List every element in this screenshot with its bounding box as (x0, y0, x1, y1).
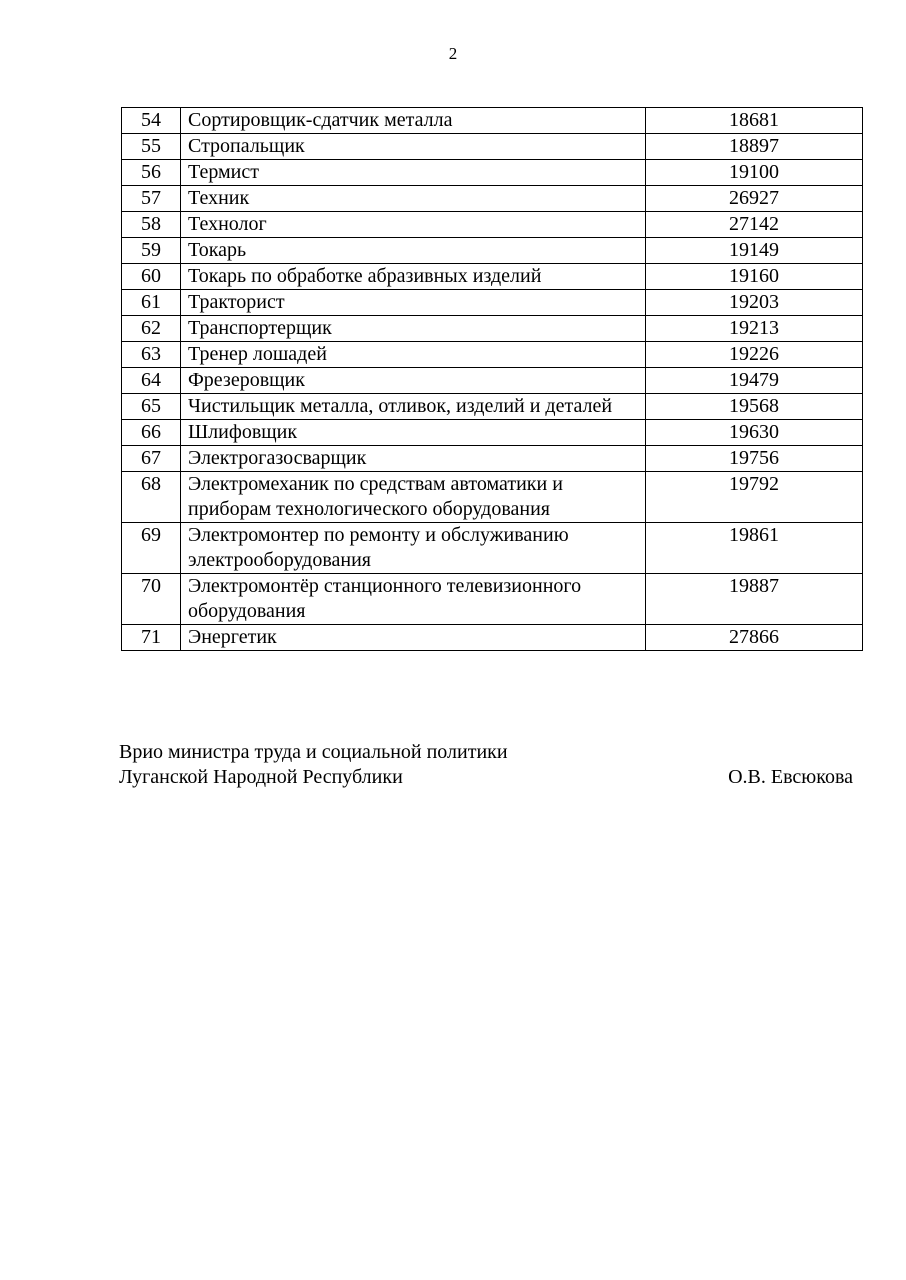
profession-name: Сортировщик-сдатчик металла (181, 108, 646, 134)
row-number: 54 (122, 108, 181, 134)
row-number: 69 (122, 523, 181, 574)
row-number: 64 (122, 368, 181, 394)
row-number: 58 (122, 212, 181, 238)
row-number: 60 (122, 264, 181, 290)
signature-block (119, 740, 853, 790)
profession-name: Электромонтёр станционного телевизионного оборудования (181, 574, 646, 625)
profession-name: Термист (181, 160, 646, 186)
table-row (122, 108, 863, 134)
profession-code: 18681 (646, 108, 863, 134)
profession-code: 19630 (646, 420, 863, 446)
table-row (122, 160, 863, 186)
profession-code: 19226 (646, 342, 863, 368)
profession-code: 19160 (646, 264, 863, 290)
signer-name: О.В. Евсюкова (728, 766, 853, 788)
profession-code: 19479 (646, 368, 863, 394)
table-row (122, 446, 863, 472)
table-row (122, 342, 863, 368)
profession-code: 19213 (646, 316, 863, 342)
profession-name: Тракторист (181, 290, 646, 316)
profession-code: 19887 (646, 574, 863, 625)
row-number: 67 (122, 446, 181, 472)
row-number: 57 (122, 186, 181, 212)
row-number: 68 (122, 472, 181, 523)
table-row (122, 394, 863, 420)
table-row (122, 574, 863, 625)
table-row (122, 290, 863, 316)
profession-name: Чистильщик металла, отливок, изделий и деталей (181, 394, 646, 420)
row-number: 55 (122, 134, 181, 160)
profession-code: 26927 (646, 186, 863, 212)
profession-name: Электромеханик по средствам автоматики и приборам технологического оборудования (181, 472, 646, 523)
signature-position-line1: Врио министра труда и социальной политики (119, 741, 508, 763)
table-row (122, 523, 863, 574)
profession-code: 19203 (646, 290, 863, 316)
table-row (122, 368, 863, 394)
row-number: 63 (122, 342, 181, 368)
profession-code: 19861 (646, 523, 863, 574)
row-number: 71 (122, 625, 181, 651)
table-row (122, 420, 863, 446)
table-row (122, 186, 863, 212)
table-row (122, 472, 863, 523)
profession-name: Энергетик (181, 625, 646, 651)
profession-name: Стропальщик (181, 134, 646, 160)
profession-code: 18897 (646, 134, 863, 160)
profession-code: 27866 (646, 625, 863, 651)
row-number: 65 (122, 394, 181, 420)
profession-name: Технолог (181, 212, 646, 238)
profession-name: Техник (181, 186, 646, 212)
profession-name: Шлифовщик (181, 420, 646, 446)
table-row (122, 316, 863, 342)
table-row (122, 238, 863, 264)
profession-table (121, 107, 863, 651)
row-number: 70 (122, 574, 181, 625)
table-body (122, 108, 863, 651)
profession-code: 19568 (646, 394, 863, 420)
row-number: 56 (122, 160, 181, 186)
profession-name: Токарь (181, 238, 646, 264)
row-number: 62 (122, 316, 181, 342)
profession-code: 19756 (646, 446, 863, 472)
table-row (122, 625, 863, 651)
profession-name: Электрогазосварщик (181, 446, 646, 472)
row-number: 59 (122, 238, 181, 264)
profession-name: Транспортерщик (181, 316, 646, 342)
profession-name: Фрезеровщик (181, 368, 646, 394)
table-row (122, 264, 863, 290)
profession-code: 27142 (646, 212, 863, 238)
profession-code: 19792 (646, 472, 863, 523)
profession-name: Электромонтер по ремонту и обслуживанию электрооборудования (181, 523, 646, 574)
row-number: 66 (122, 420, 181, 446)
row-number: 61 (122, 290, 181, 316)
profession-name: Токарь по обработке абразивных изделий (181, 264, 646, 290)
signature-position-line2: Луганской Народной Республики (119, 766, 403, 788)
table-row (122, 134, 863, 160)
signature-line2 (119, 765, 853, 790)
profession-code: 19100 (646, 160, 863, 186)
profession-code: 19149 (646, 238, 863, 264)
table-row (122, 212, 863, 238)
page-number: 2 (448, 44, 458, 63)
profession-name: Тренер лошадей (181, 342, 646, 368)
